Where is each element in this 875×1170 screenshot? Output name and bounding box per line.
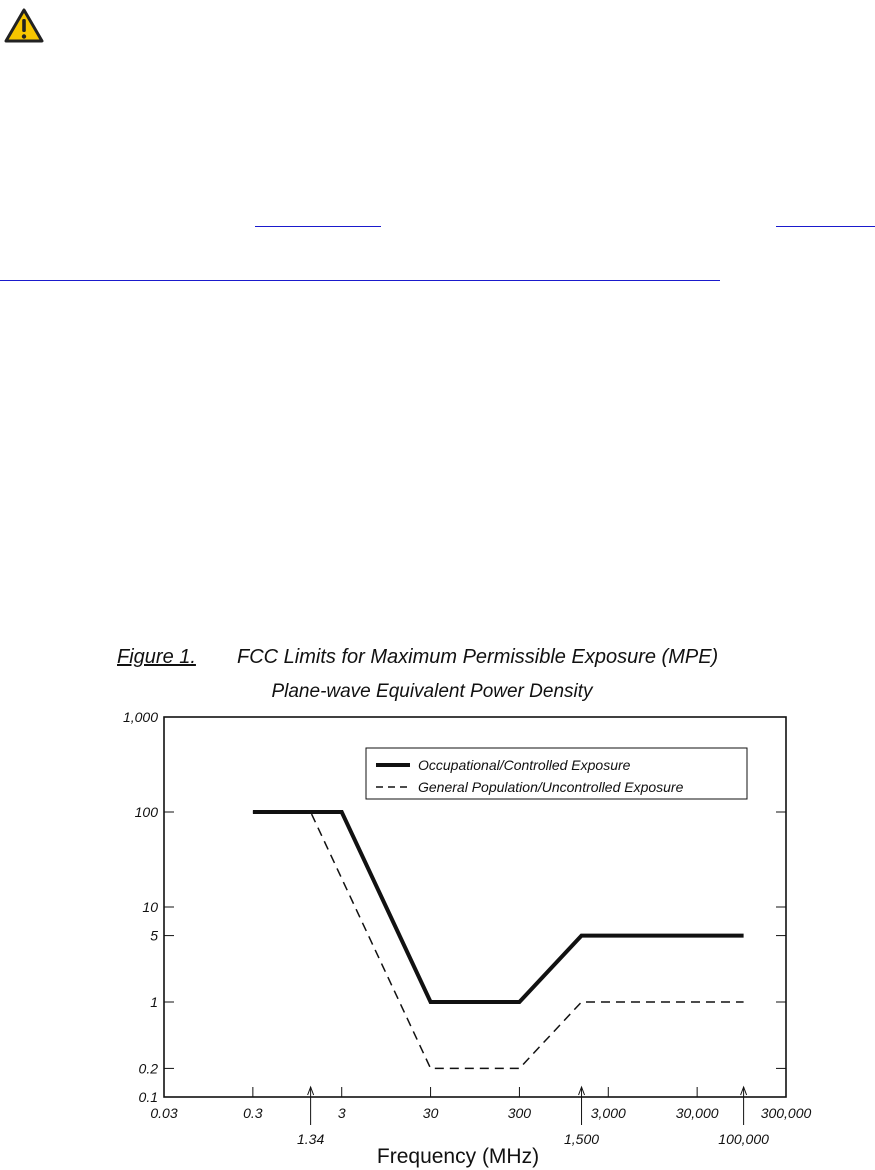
x-tick-label: 300 xyxy=(507,1105,532,1121)
annotation-label: 1,500 xyxy=(564,1131,600,1147)
chart-title: FCC Limits for Maximum Permissible Exposure (MPE) xyxy=(237,646,719,668)
legend-label-occupational: Occupational/Controlled Exposure xyxy=(418,757,631,773)
y-tick-label: 5 xyxy=(150,927,158,944)
y-tick-label: 10 xyxy=(142,899,158,915)
y-tick-label: 1,000 xyxy=(122,709,158,725)
x-tick-label: 30,000 xyxy=(675,1105,719,1121)
x-tick-label: 0.3 xyxy=(243,1105,263,1121)
x-tick-label: 3 xyxy=(337,1105,346,1121)
x-tick-label: 300,000 xyxy=(760,1105,812,1121)
y-tick-label: 1 xyxy=(150,994,158,1010)
x-axis-label: Frequency (MHz) xyxy=(376,1145,540,1168)
series-occupational-line xyxy=(253,812,744,1002)
x-tick-label: 3,000 xyxy=(590,1105,626,1121)
legend-label-general: General Population/Uncontrolled Exposure xyxy=(418,779,684,795)
series-general-population-line xyxy=(253,812,744,1068)
x-tick-label: 0.03 xyxy=(150,1105,178,1121)
y-tick-label: 0.1 xyxy=(138,1089,158,1105)
figure-label: Figure 1. xyxy=(117,646,196,668)
annotation-label: 100,000 xyxy=(718,1131,769,1147)
y-tick-label: 0.2 xyxy=(138,1060,158,1077)
y-tick-label: 100 xyxy=(134,804,158,820)
x-tick-label: 30 xyxy=(422,1105,439,1121)
chart-subtitle: Plane-wave Equivalent Power Density xyxy=(271,681,593,702)
annotation-label: 1.34 xyxy=(296,1131,325,1147)
